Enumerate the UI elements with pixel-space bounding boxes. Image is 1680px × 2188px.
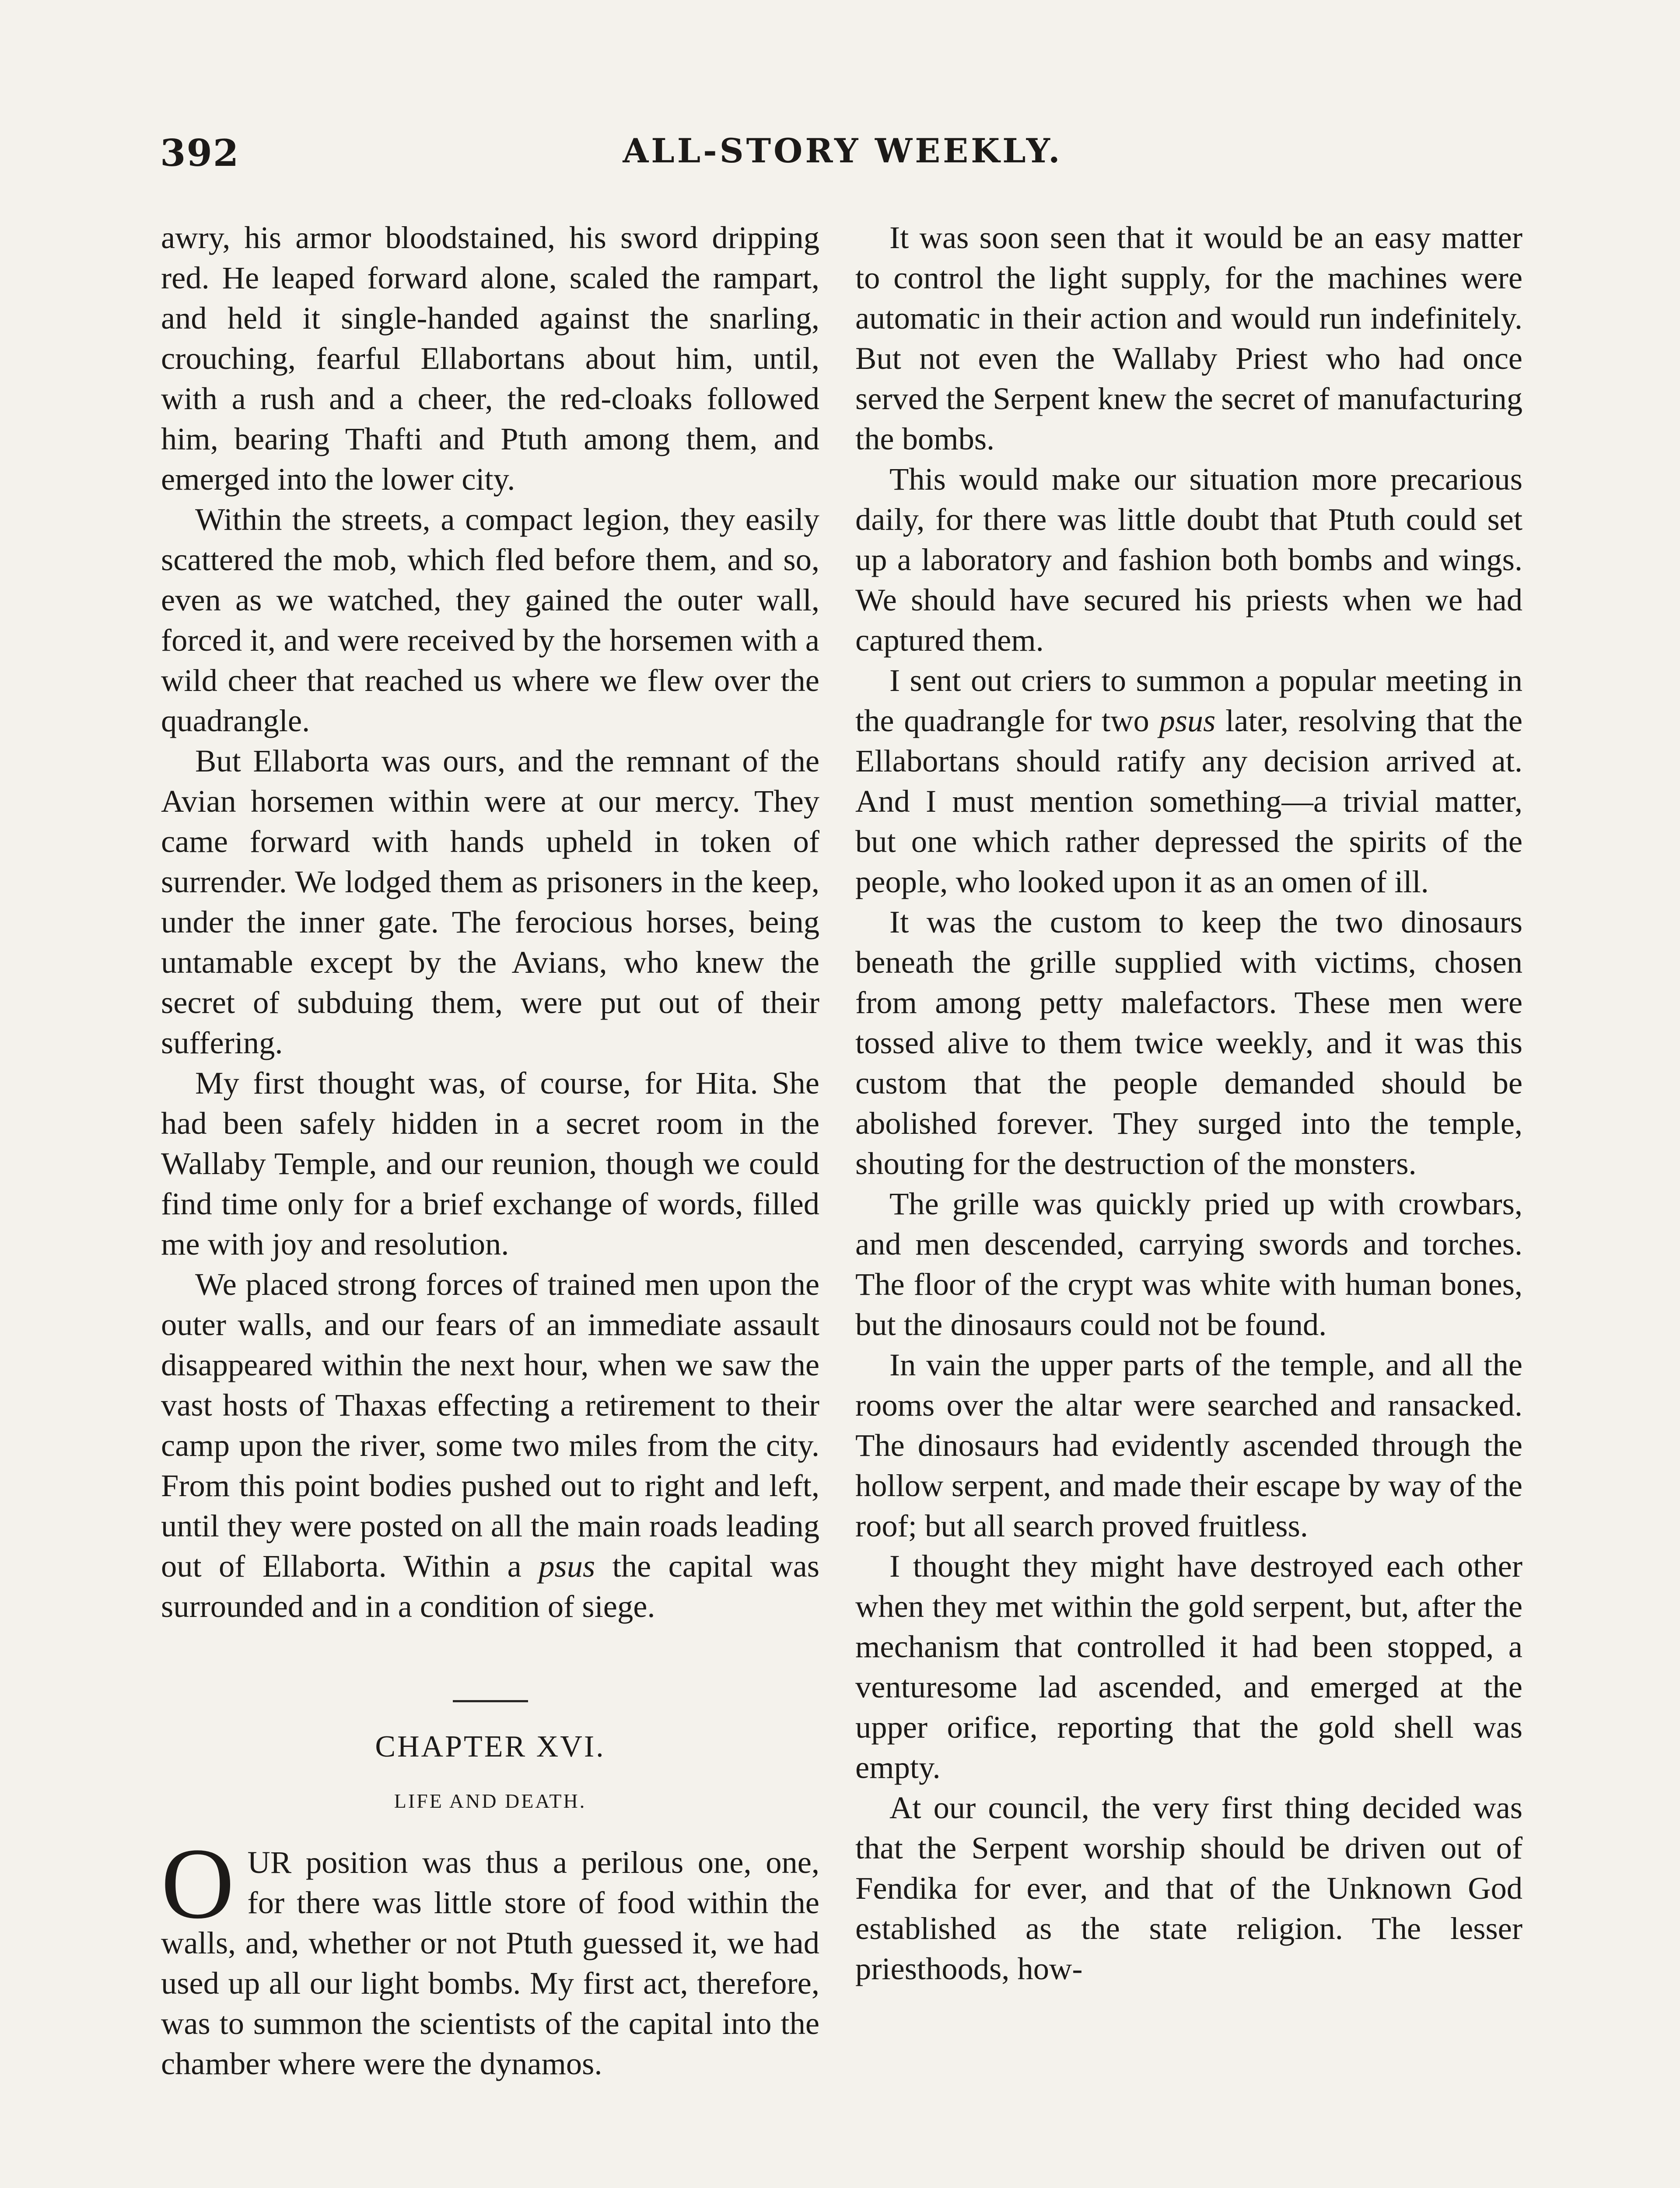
page-header: [160, 131, 1525, 184]
paragraph: But Ellaborta was ours, and the remnant of the Avian horsemen within were at our mercy. They came forward with hands upheld in token of surrender. We lodged them as prisoners in the keep, under the inner gate. The ferocious horses, being untamable except by the Avians, who knew the secret of subduing them, were put out of their suffering.: [161, 743, 819, 1060]
italic-word: psus: [539, 1548, 595, 1584]
siege-paragraph: [161, 1264, 819, 1627]
paragraph: awry, his armor bloodstained, his sword dripping red. He leaped forward alone, scaled the rampart, and held it single-handed against the snarling, crouching, fearful Ellabortans about him, until, with a rush and a cheer, the red-cloaks followed him, bearing Thafti and Ptuth among them, and emerged into the lower city.: [161, 220, 819, 497]
drop-cap: O: [161, 1827, 234, 1940]
paragraph: In vain the upper parts of the temple, and all the rooms over the altar were searched and ransacked. The dinosaurs had evidently ascended through the hollow serpent, and made their escape by way of the roof; but all search proved fruitless.: [855, 1347, 1522, 1543]
chapter-opening-paragraph: [161, 1827, 819, 2084]
italic-word: psus: [1159, 703, 1216, 738]
paragraph: I thought they might have destroyed each other when they met within the gold serpent, but, after the mechanism that controlled it had been stopped, a venturesome lad ascended, and emerged at the upper orifice, reporting that the gold shell was empty.: [855, 1548, 1522, 1785]
text-run: I sent out criers to summon a popular meeting in the quadrangle for two: [855, 663, 1522, 738]
text-run: We placed strong forces of trained men upon the outer walls, and our fears of an immediate assault disappeared within the next hour, when we saw the vast hosts of Thaxas effecting a retirement to their camp upon the river, some two miles from the city. From this point bodies pushed out to right and left, until they were posted on all the main roads leading out of Ellaborta. Within a: [161, 1266, 819, 1584]
running-title: ALL-STORY WEEKLY.: [623, 131, 1063, 170]
chapter-heading: CHAPTER XVI.: [375, 1730, 606, 1764]
text-run: UR position was thus a perilous one, one, for there was little store of food within the walls, and, whether or not Ptuth guessed it, we had used up all our light bombs. My first act, therefore, was to summon the scientists of the capital into the chamber where were the dynamos.: [161, 1844, 819, 2081]
paragraph: It was soon seen that it would be an easy matter to control the light supply, for the machines were automatic in their action and would run indefinitely. But not even the Wallaby Priest who had once served the Serpent knew the secret of manufacturing the bombs.: [855, 220, 1522, 456]
paragraph: The grille was quickly pried up with crowbars, and men descended, carrying swords and torches. The floor of the crypt was white with human bones, but the dinosaurs could not be found.: [855, 1186, 1522, 1342]
section-divider: [453, 1700, 528, 1702]
page-number: 392: [160, 131, 240, 175]
paragraph: At our council, the very first thing decided was that the Serpent worship should be driven out of Fendika for ever, and that of the Unknown God established as the state religion. The lesser priesthoods, how-: [855, 1790, 1522, 1986]
paragraph: It was the custom to keep the two dinosaurs beneath the grille supplied with victims, chosen from among petty malefactors. These men were tossed alive to them twice weekly, and it was this custom that the people demanded should be abolished forever. They surged into the temple, shouting for the destruction of the monsters.: [855, 904, 1522, 1181]
paragraph: This would make our situation more precarious daily, for there was little doubt that Ptuth could set up a laboratory and fashion both bombs and wings. We should have secured his priests when we had captured them.: [855, 461, 1522, 658]
text-run: the capital was surrounded and in a condition of siege.: [161, 1548, 819, 1624]
paragraph: My first thought was, of course, for Hita. She had been safely hidden in a secret room in the Wallaby Temple, and our reunion, though we could find time only for a brief exchange of words, filled me with joy and resolution.: [161, 1065, 819, 1262]
left-column: [161, 217, 819, 2084]
right-column: [855, 217, 1522, 1989]
text-run: later, resolving that the Ellabortans should ratify any decision arrived at. And I must mention something—a trivial matter, but one which rather depressed the spirits of the people, who looked upon it as an omen of ill.: [855, 703, 1522, 899]
criers-paragraph: [855, 660, 1522, 902]
paragraph: Within the streets, a compact legion, they easily scattered the mob, which fled before them, and so, even as we watched, they gained the outer wall, forced it, and were received by the horsemen with a wild cheer that reached us where we flew over the quadrangle.: [161, 501, 819, 738]
chapter-subtitle: LIFE AND DEATH.: [394, 1790, 587, 1812]
